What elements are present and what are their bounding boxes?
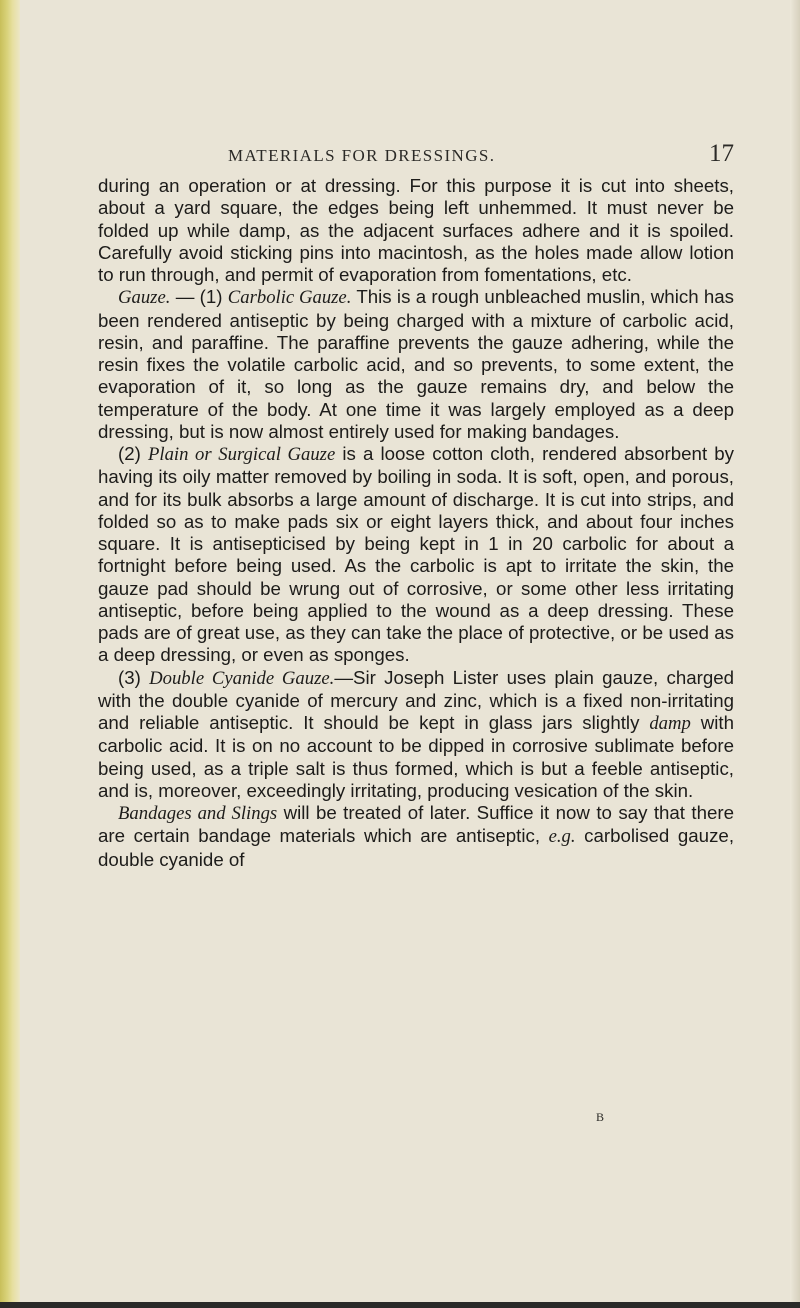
paragraph-bandages: [98, 802, 734, 871]
paragraph-plain-gauze: [98, 443, 734, 667]
paragraph-double-cyanide: [98, 667, 734, 803]
paragraph-text: — (1): [170, 286, 228, 308]
paragraph-text: with carbolic acid. It is on no account to be dipped in corrosive sublimate before being used, as a triple salt is thus formed, which is but a feeble antiseptic, and is, moreover, exceedingly irritating, producing vesication of the skin.: [98, 712, 734, 801]
subheading-plain-gauze: Plain or Surgical Gauze: [147, 444, 336, 465]
subheading-bandages-slings: Bandages and Slings: [118, 803, 278, 824]
emphasis-eg: e.g.: [548, 826, 576, 848]
paragraph-text: This is a rough unbleached muslin, which has been rendered antiseptic by being charged with a mixture of carbolic acid, resin, and paraffine. The paraffine prevents the gauze adhering, while the resin fixes the volatile carbolic acid, and so prevents, to some extent, the evaporation of it, so long as the gauze remains dry, and below the temperature of the body. At one time it was largely employed as a deep dressing, but is now almost entirely used for making bandages.: [98, 286, 734, 442]
subheading-carbolic-gauze: Carbolic Gauze.: [227, 287, 352, 309]
signature-mark: B: [596, 1110, 605, 1124]
subheading-double-cyanide: Double Cyanide Gauze.: [149, 667, 335, 689]
book-binding-edge: [0, 0, 20, 1308]
page-right-edge: [790, 0, 800, 1308]
body-text: [98, 175, 734, 871]
section-heading-gauze: Gauze.: [118, 287, 171, 309]
paragraph-text: —Sir Joseph Lister uses plain gauze, charged with the double cyanide of mercury and zinc, which is a fixed non-irritating and reliable antiseptic. It should be kept in glass jars slightly: [98, 666, 735, 733]
running-title: MATERIALS FOR DRESSINGS.: [228, 146, 496, 165]
page-number: 17: [709, 140, 734, 167]
emphasis-damp: damp: [649, 713, 691, 734]
paragraph-text: is a loose cotton cloth, rendered absorbent by having its oily matter removed by boiling in soda. It is soft, open, and porous, and for its bulk absorbs a large amount of discharge. It is cut into strips, and folded so as to make pads six or eight layers thick, and about four inches square. It is antisepticised by being kept in 1 in 20 carbolic for about a fortnight before being used. As the carbolic is apt to irritate the skin, the gauze pad should be wrung out of corrosive, or some other less irritating antiseptic, before being applied to the wound as a deep dressing. These pads are of great use, as they can take the place of protective, or be used as a deep dressing, or even as sponges.: [98, 443, 734, 666]
page-header: [98, 140, 734, 170]
item-number: (3): [118, 666, 150, 688]
paragraph-macintosh: during an operation or at dressing. For this purpose it is cut into sheets, about a yard square, the edges being left unhemmed. It must never be folded up while damp, as the adjacent surfaces adhere and it is spoiled. Carefully avoid sticking pins into macintosh, as the holes made allow lotion to run through, and permit of evaporation from fomentations, etc.: [98, 175, 734, 285]
paragraph-text: will be treated of later. Suffice it now to say that there are certain bandage materials which are antiseptic,: [98, 802, 734, 847]
paragraph-text: carbolised gauze, double cyanide of: [98, 825, 735, 870]
page-bottom-edge: [0, 1302, 800, 1308]
paragraph-carbolic-gauze: [98, 286, 734, 443]
item-number: (2): [118, 443, 148, 464]
